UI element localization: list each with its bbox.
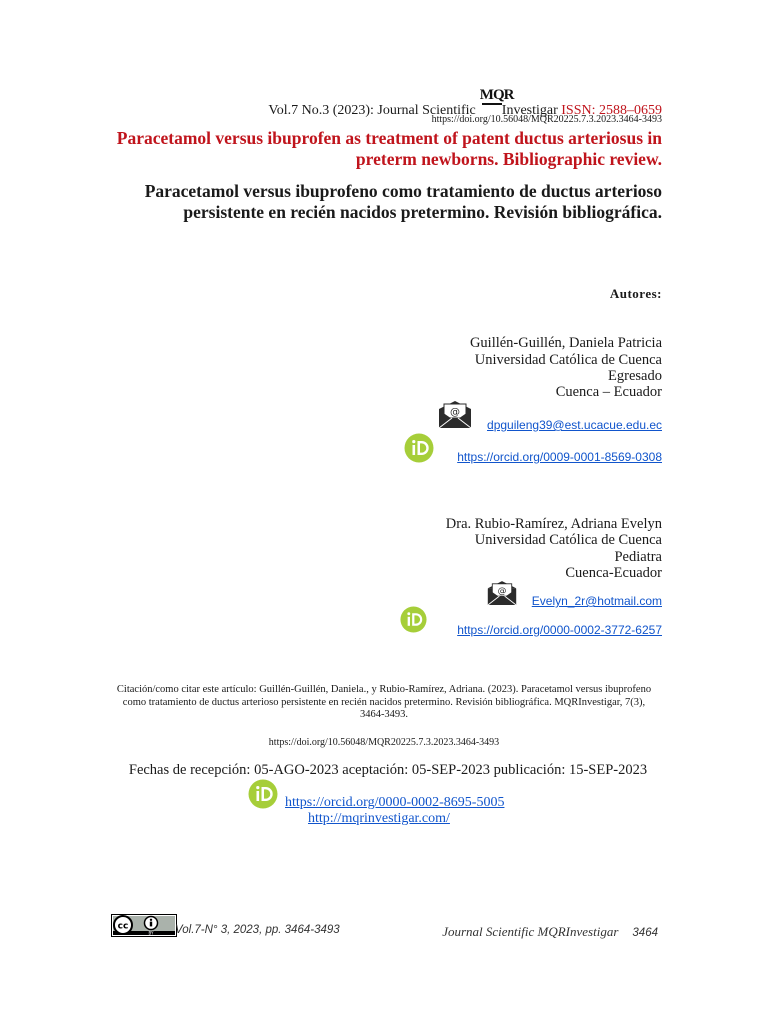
authors-label: Autores: (609, 286, 662, 301)
author-2-email-link[interactable]: Evelyn_2r@hotmail.com (531, 594, 662, 608)
author-1-orcid-link[interactable]: https://orcid.org/0009-0001-8569-0308 (457, 450, 662, 464)
title-spanish: Paracetamol versus ibuprofeno como tratamiento de ductus arterioso persistente en recién nacidos pretermino. Revisión bibliográfica. (144, 181, 662, 222)
journal-orcid-link[interactable]: https://orcid.org/0000-0002-8695-5005 (285, 795, 505, 810)
journal-volume: Vol.7 No.3 (2023): Journal Scientific (268, 103, 476, 118)
author-1-university: Universidad Católica de Cuenca (474, 352, 662, 368)
author-2-city: Cuenca-Ecuador (565, 565, 662, 581)
mqr-logo: MQR (479, 87, 514, 103)
footer-journal-name: Journal Scientific MQRInvestigar (442, 924, 619, 939)
author-2-name: Dra. Rubio-Ramírez, Adriana Evelyn (445, 516, 662, 532)
author-2-role: Pediatra (614, 549, 662, 565)
journal-website-link[interactable]: http://mqrinvestigar.com/ (308, 811, 450, 826)
page-number: 3464 (632, 927, 658, 939)
svg-text:@: @ (450, 407, 460, 418)
creative-commons-badge (111, 914, 177, 937)
svg-text:cc: cc (117, 921, 129, 932)
publication-dates: Fechas de recepción: 05-AGO-2023 aceptación: 05-SEP-2023 publicación: 15-SEP-2023 (128, 762, 648, 778)
author-2-orcid-link[interactable]: https://orcid.org/0000-0002-3772-6257 (457, 623, 662, 637)
svg-text:@: @ (497, 586, 507, 597)
email-icon (438, 401, 472, 429)
orcid-icon (400, 606, 427, 633)
author-1-name: Guillén-Guillén, Daniela Patricia (469, 335, 662, 351)
orcid-icon (248, 779, 278, 809)
citation-text: Citación/como citar este artículo: Guillén-Guillén, Daniela., y Rubio-Ramírez, Adriana. (2023). Paracetamol versus ibuprofeno como tratamiento de ductus arterioso persistente en recién nacidos pretermino. Revisión bibliográfica. MQRInvestigar, 7(3), 3464-3493. (116, 684, 652, 720)
footer-journal (442, 924, 658, 940)
author-2-university: Universidad Católica de Cuenca (474, 532, 662, 548)
cc-by-label: BY (148, 930, 154, 936)
journal-name-suffix: Investigar (501, 103, 558, 118)
email-icon (487, 581, 517, 606)
title-english: Paracetamol versus ibuprofen as treatment of patent ductus arteriosus in preterm newborns. Bibliographic review. (116, 128, 662, 169)
footer-volume: Vol.7-N° 3, 2023, pp. 3464-3493 (175, 924, 340, 936)
issn: ISSN: 2588–0659 (561, 103, 662, 118)
orcid-icon (404, 433, 434, 463)
author-1-role: Egresado (608, 368, 662, 384)
header-doi: https://doi.org/10.56048/MQR20225.7.3.2023.3464-3493 (431, 114, 662, 125)
author-1-city: Cuenca – Ecuador (555, 384, 662, 400)
citation-doi: https://doi.org/10.56048/MQR20225.7.3.2023.3464-3493 (268, 737, 500, 748)
author-1-email-link[interactable]: dpguileng39@est.ucacue.edu.ec (487, 418, 662, 432)
